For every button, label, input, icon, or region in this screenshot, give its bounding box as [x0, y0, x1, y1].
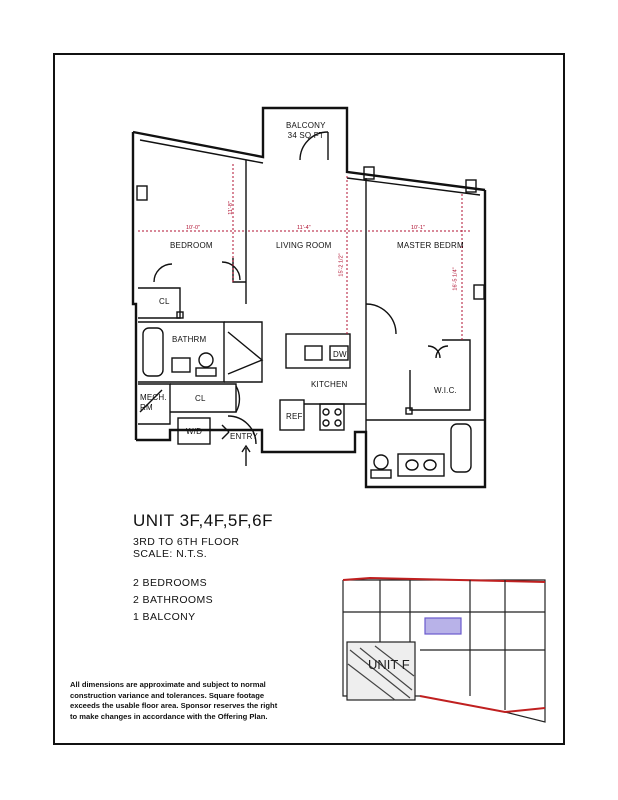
bathroom-label: BATHRM	[172, 335, 207, 344]
exterior-wall-east	[366, 190, 485, 487]
balcony-area: 34 SQ FT	[287, 131, 324, 140]
bathroom-count: 2 BATHROOMS	[133, 594, 214, 606]
dim-bedroom-width: 10'-0"	[186, 225, 201, 231]
dim-bedroom-depth: 11'-8"	[227, 201, 234, 215]
closet-label: CL	[159, 297, 170, 306]
balcony-name: BALCONY	[286, 121, 326, 130]
floor-range: 3RD TO 6TH FLOOR	[133, 536, 240, 548]
balcony-count: 1 BALCONY	[133, 611, 196, 623]
entry-label: ENTRY	[230, 432, 258, 441]
closet-2-label: CL	[195, 394, 206, 403]
refrigerator-label: REF	[286, 412, 303, 421]
kitchen-label: KITCHEN	[311, 380, 348, 389]
unit-title: UNIT 3F,4F,5F,6F	[133, 511, 273, 530]
mech-room-label: MECH. RM	[140, 393, 167, 412]
dim-living-width: 11'-4"	[297, 225, 311, 231]
walk-in-closet-label: W.I.C.	[434, 386, 457, 395]
bedroom-count: 2 BEDROOMS	[133, 577, 208, 589]
exterior-wall-west	[133, 132, 136, 440]
bedroom-label: BEDROOM	[170, 241, 213, 250]
balcony-label	[286, 121, 326, 141]
scale-note: SCALE: N.T.S.	[133, 548, 208, 560]
washer-dryer-label: W/D	[186, 427, 203, 436]
key-plan	[343, 578, 545, 722]
dim-master-depth: 16'-5 1/4"	[452, 267, 459, 291]
key-plan-unit-label: UNIT F	[368, 657, 410, 672]
dim-living-depth: 15'-2 1/2"	[338, 253, 345, 277]
master-bedroom-label: MASTER BEDRM	[397, 241, 464, 250]
dishwasher-label: DW	[333, 350, 347, 359]
dim-master-width: 10'-1"	[411, 225, 426, 231]
living-room-label: LIVING ROOM	[276, 241, 332, 250]
disclaimer: All dimensions are approximate and subject to normal construction variance and tolerances. Square footage exceeds the usable floor area. Sponsor reserves the right to make changes in accordance with the Offering Plan.	[70, 680, 278, 721]
